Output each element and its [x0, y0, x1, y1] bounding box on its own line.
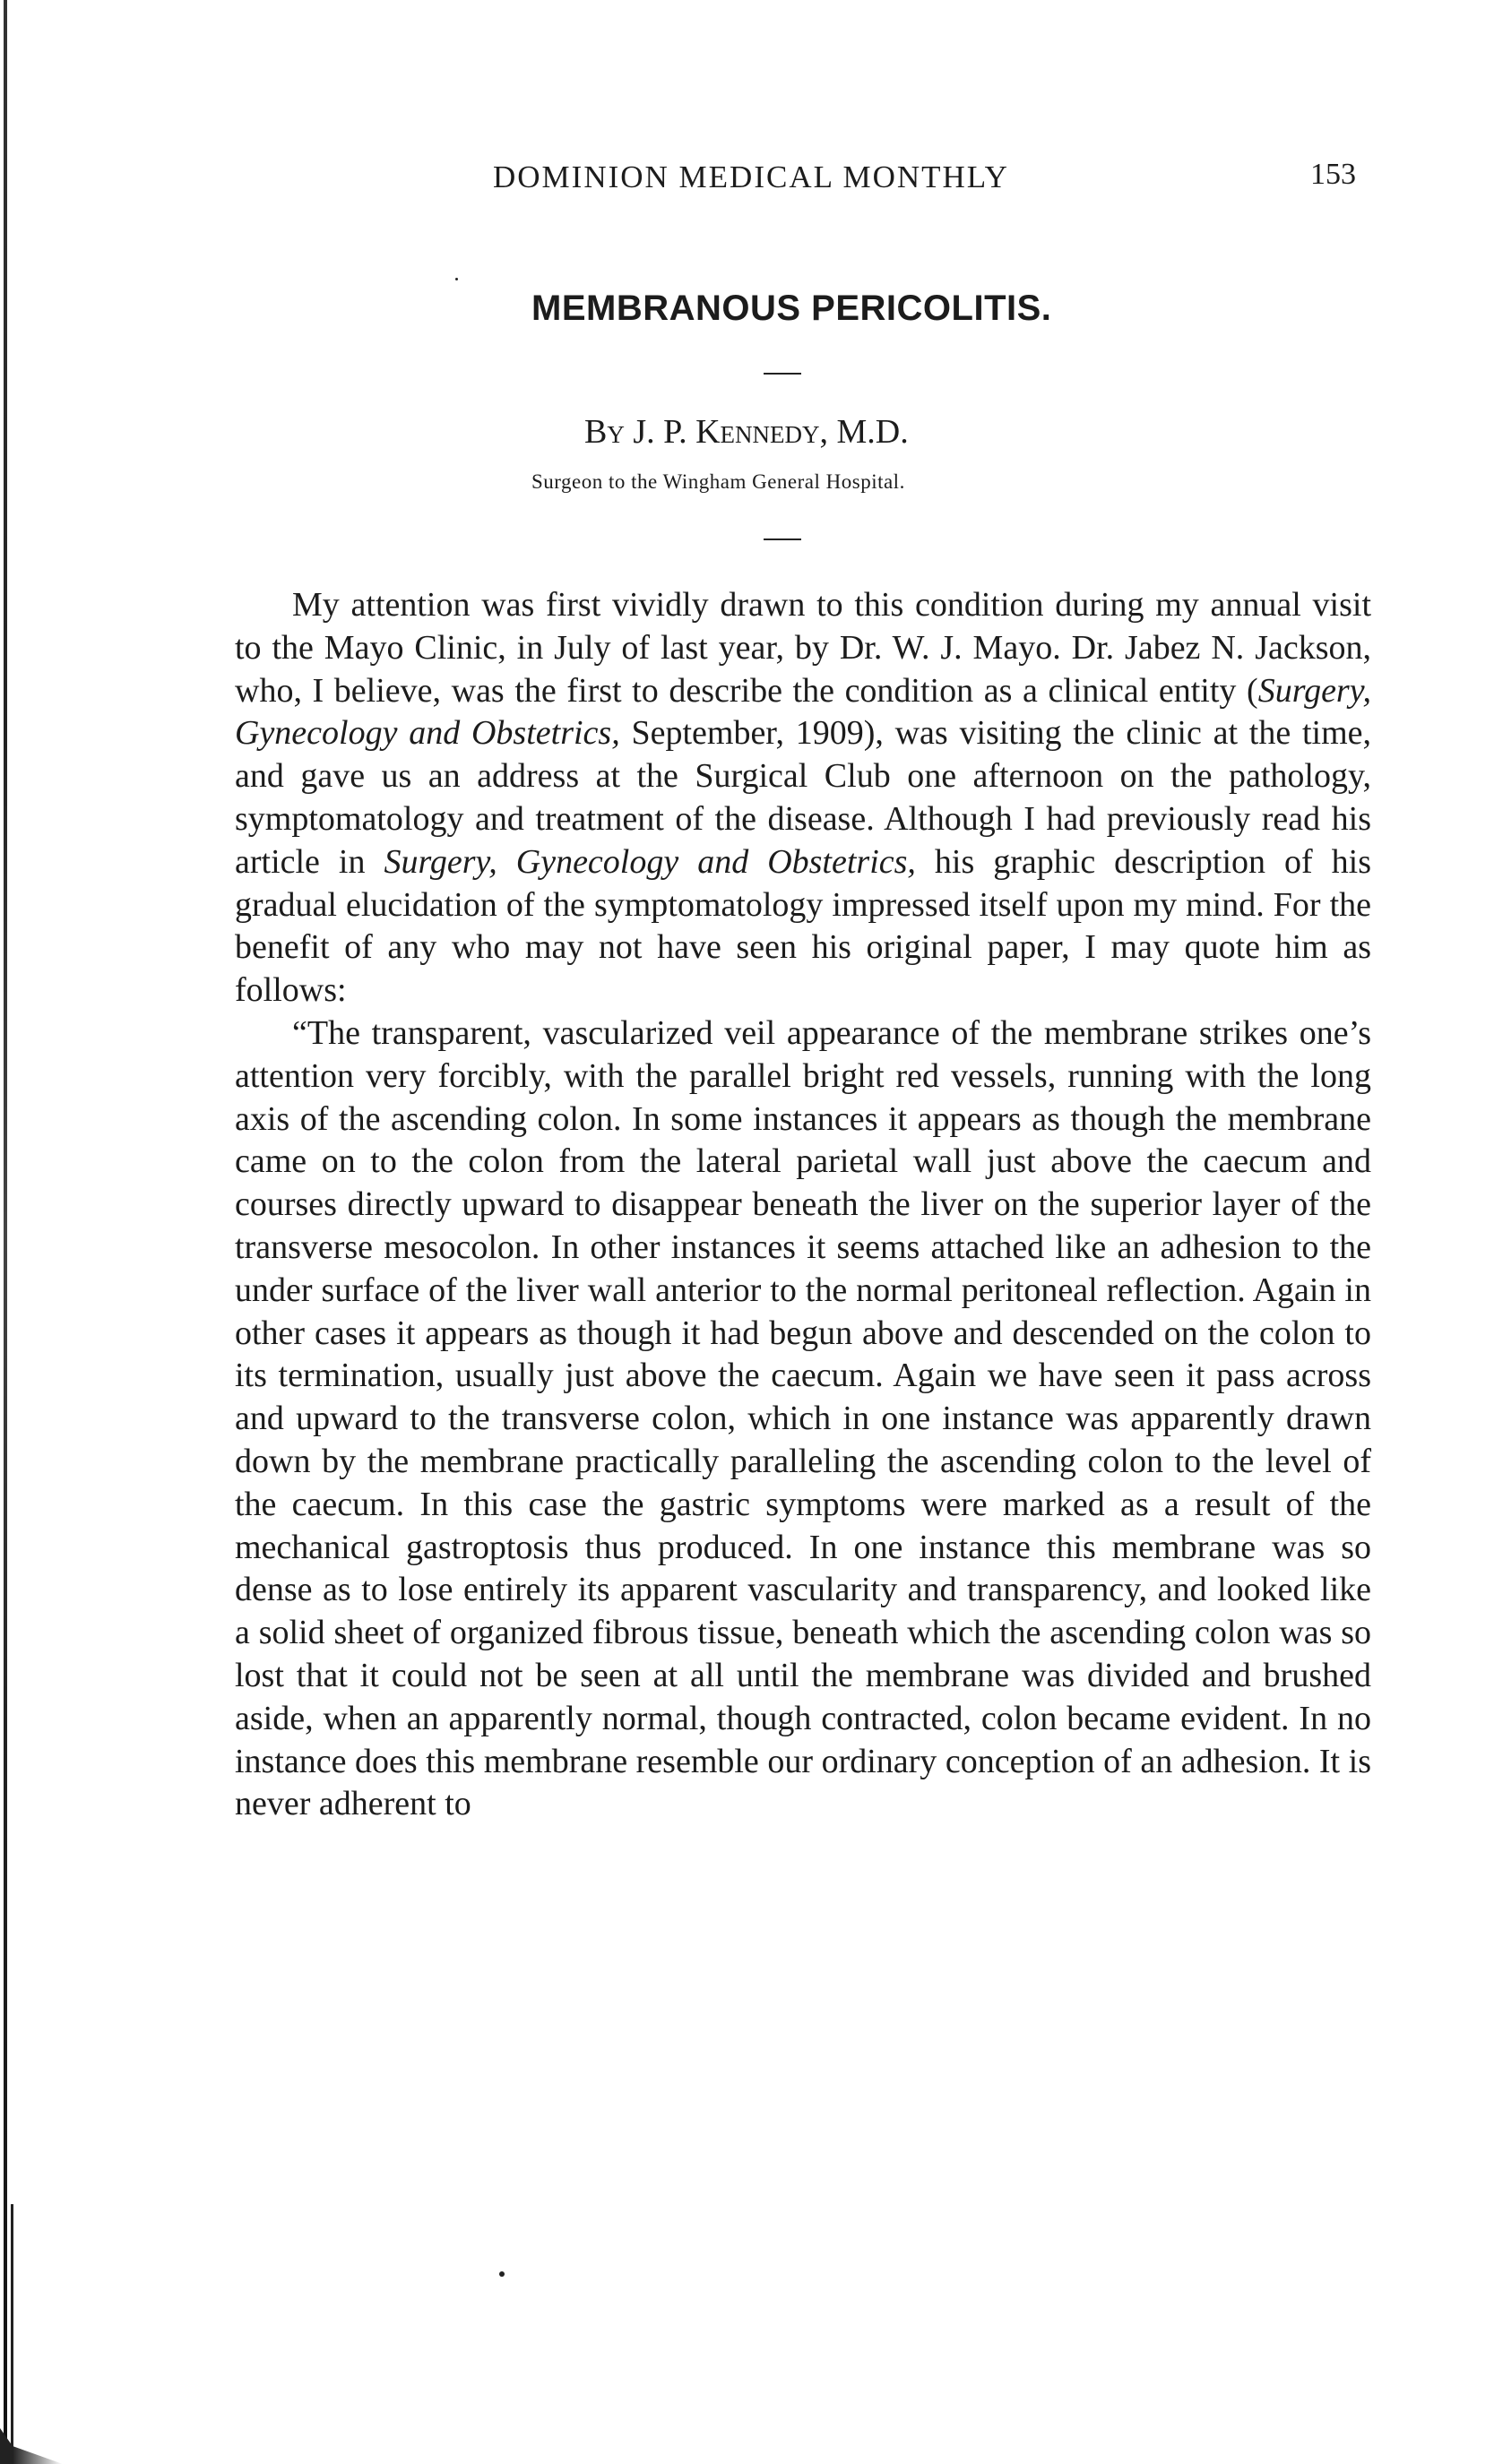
author-affiliation: Surgeon to the Wingham General Hospital. — [531, 470, 905, 493]
article-body — [235, 584, 1371, 1826]
paragraph-1-text-a: My attention was first vividly drawn to this condition during my annual visit to the Mayo Clinic, in July of last year, by Dr. W. J. Mayo. Dr. Jabez N. Jackson, who, I believe, was the first to describe the condition as a clinical entity ( — [235, 586, 1371, 710]
title-divider — [764, 373, 801, 375]
page-number: 153 — [1310, 158, 1356, 191]
author-initials: J. P. — [633, 413, 687, 451]
binding-edge-shadow — [4, 0, 7, 2464]
article-title: MEMBRANOUS PERICOLITIS. — [531, 289, 1052, 328]
print-speck — [499, 2271, 505, 2277]
print-speck — [455, 278, 458, 280]
byline-prefix: By — [584, 413, 625, 451]
body-paragraph-2: “The transparent, vascularized veil appearance of the membrane strikes one’s attention very forcibly, with the parallel bright red vessels, running with the long axis of the ascending colon. In some instances it appears as though the membrane came on to the colon from the lateral parietal wall just above the caecum and courses directly upward to disappear beneath the liver on the superior layer of the transverse mesocolon. In other instances it seems attached like an adhesion to the under surface of the liver wall anterior to the normal peritoneal reflection. Again in other cases it appears as though it had begun above and descended on the colon to its termination, usually just above the caecum. Again we have seen it pass across and upward to the transverse colon, which in one instance was apparently drawn down by the membrane practically paralleling the ascending colon to the level of the caecum. In this case the gastric symptoms were marked as a result of the mechanical gastroptosis thus produced. In one instance this membrane was so dense as to lose entirely its apparent vascularity and transparency, and looked like a solid sheet of organized fibrous tissue, beneath which the ascending colon was so lost that it could not be seen at all until the membrane was divided and brushed aside, when an apparently normal, though contracted, colon became evident. In no instance does this membrane resemble our ordinary conception of an adhesion. It is never adherent to — [235, 1013, 1371, 1823]
journal-citation-1: Surgery, Gynecology and Obstetrics, — [235, 671, 1371, 753]
author-surname: Kennedy — [695, 413, 820, 451]
running-head: DOMINION MEDICAL MONTHLY — [493, 159, 1009, 194]
byline-divider — [764, 538, 801, 540]
binding-edge-corner — [0, 2419, 63, 2464]
paragraph-1-text-b: September, 1909), was visiting the clinic at the time, and gave us an address at the Surgical Club one afternoon on the pathology, symptomatology and treatment of the disease. Although I had previously read his article in — [235, 714, 1371, 881]
binding-edge-shadow-secondary — [11, 2204, 13, 2464]
byline — [584, 412, 909, 452]
journal-citation-2: Surgery, Gynecology and Obstetrics, — [384, 842, 916, 881]
body-paragraph-1 — [235, 584, 1371, 1012]
paragraph-1-text-c: his graphic description of his gradual elucidation of the symptomatology impressed itself upon my mind. For the benefit of any who may not have seen his original paper, I may quote him as follows: — [235, 842, 1372, 1010]
author-degree: , M.D. — [819, 413, 909, 451]
